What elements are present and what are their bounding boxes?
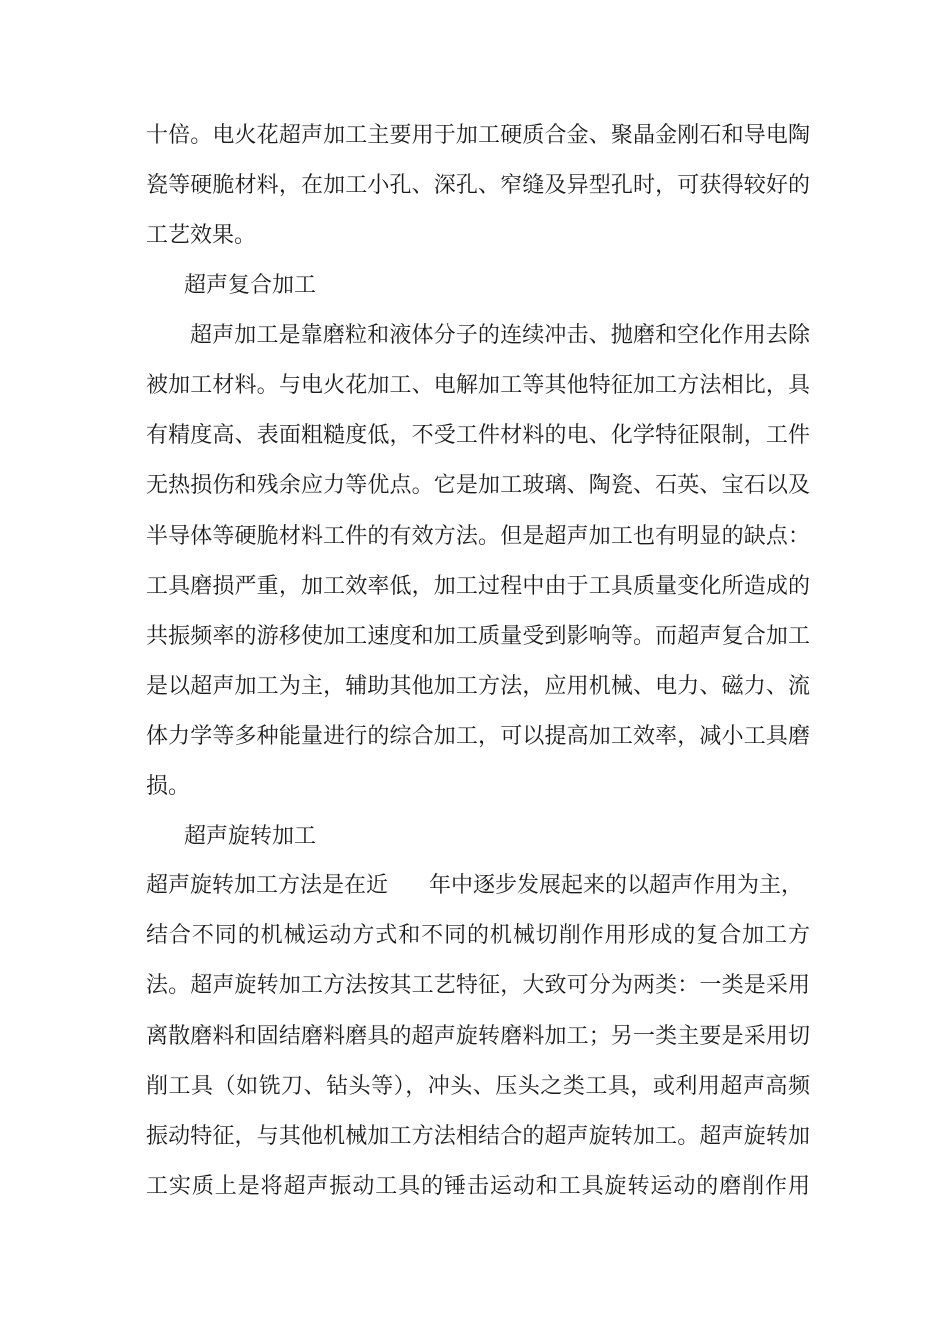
text-segment: 超声旋转加工方法是在近 xyxy=(146,873,389,898)
text-line: 无热损伤和残余应力等优点。它是加工玻璃、陶瓷、石英、宝石以及 xyxy=(146,473,810,498)
text-line xyxy=(146,871,810,901)
text-line: 体力学等多种能量进行的综合加工，可以提高加工效率，减小工具磨 xyxy=(146,724,810,749)
text-line: 法。超声旋转加工方法按其工艺特征，大致可分为两类：一类是采用 xyxy=(146,973,810,998)
text-line: 振动特征，与其他机械加工方法相结合的超声旋转加工。超声旋转加 xyxy=(146,1124,810,1149)
text-line: 工艺效果。 xyxy=(146,223,257,248)
text-line: 工具磨损严重，加工效率低，加工过程中由于工具质量变化所造成的 xyxy=(146,574,810,599)
text-line: 削工具（如铣刀、钻头等），冲头、压头之类工具，或利用超声高频 xyxy=(146,1074,810,1099)
text-line: 瓷等硬脆材料，在加工小孔、深孔、窄缝及异型孔时，可获得较好的 xyxy=(146,173,810,198)
text-segment: 年中逐步发展起来的以超声作用为主， xyxy=(429,873,804,898)
text-line: 半导体等硬脆材料工件的有效方法。但是超声加工也有明显的缺点： xyxy=(146,524,810,549)
text-line: 十倍。电火花超声加工主要用于加工硬质合金、聚晶金刚石和导电陶 xyxy=(146,123,810,148)
text-line: 是以超声加工为主，辅助其他加工方法，应用机械、电力、磁力、流 xyxy=(146,674,810,699)
text-line: 工实质上是将超声振动工具的锤击运动和工具旋转运动的磨削作用 xyxy=(146,1174,810,1199)
text-line: 超声加工是靠磨粒和液体分子的连续冲击、抛磨和空化作用去除 xyxy=(190,323,810,348)
text-line: 损。 xyxy=(146,774,191,799)
text-line: 共振频率的游移使加工速度和加工质量受到影响等。而超声复合加工 xyxy=(146,624,810,649)
text-line: 离散磨料和固结磨料磨具的超声旋转磨料加工；另一类主要是采用切 xyxy=(146,1024,810,1049)
text-line: 有精度高、表面粗糙度低，不受工件材料的电、化学特征限制，工件 xyxy=(146,423,810,448)
text-line: 被加工材料。与电火花加工、电解加工等其他特征加工方法相比，具 xyxy=(146,373,810,398)
section-heading: 超声复合加工 xyxy=(184,273,317,298)
text-line: 结合不同的机械运动方式和不同的机械切削作用形成的复合加工方 xyxy=(146,923,810,948)
section-heading: 超声旋转加工 xyxy=(184,824,317,849)
